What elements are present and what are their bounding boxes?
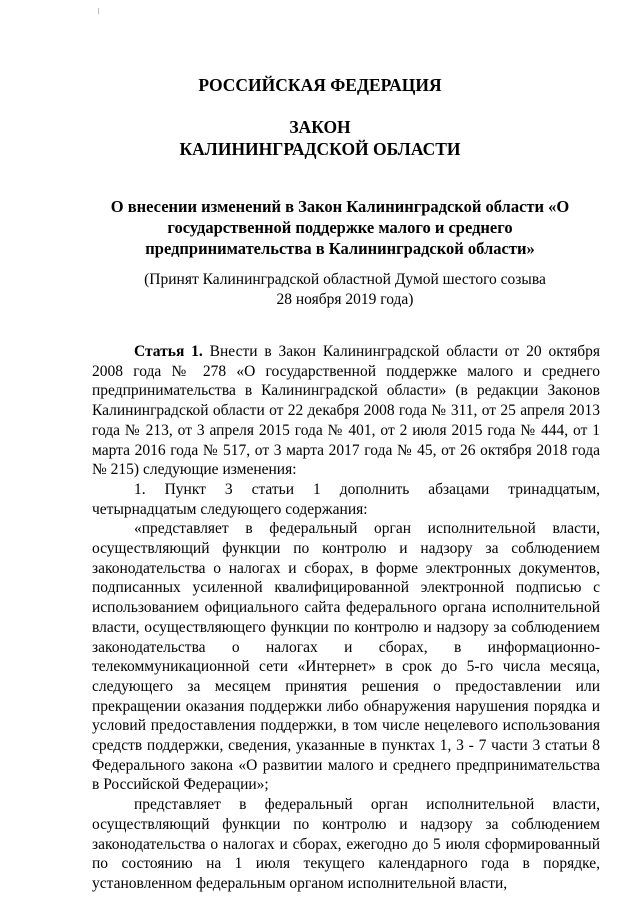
article-1 <box>92 342 600 894</box>
law-title: О внесении изменений в Закон Калининградской области «О государственной поддержке малого и среднего предпринимательства в Калининградской области» <box>110 197 570 258</box>
article-1-intro: Внести в Закон Калининградской области от 20 октября 2008 года № 278 «О государственной поддержке малого и среднего предпринимательства в Калининградской области» (в редакции Законов Калининградской области от 22 декабря 2008 года № 311, от 25 апреля 2013 года № 213, от 3 апреля 2015 года № 401, от 2 июля 2015 года № 444, от 1 марта 2016 года № 517, от 3 марта 2017 года № 45, от 26 октября 2018 года № 215) следующие изменения: <box>92 343 600 479</box>
article-1-paragraph-2: представляет в федеральный орган исполнительной власти, осуществляющий функции по контролю и надзору за соблюдением законодательства о налогах и сборах, ежегодно до 5 июля сформированный по состоянию на 1 июля текущего календарного года в порядке, установленном федеральным органом исполнительной власти, <box>92 796 600 892</box>
adoption-note-line2: 28 ноября 2019 года) <box>276 291 414 308</box>
header-region: КАЛИНИНГРАДСКОЙ ОБЛАСТИ <box>179 139 461 159</box>
adoption-note-line1: (Принят Калининградской областной Думой шестого созыва <box>144 271 546 288</box>
article-1-intro-paragraph <box>92 342 600 480</box>
header-country: РОССИЙСКАЯ ФЕДЕРАЦИЯ <box>198 75 442 95</box>
scan-mark <box>98 8 99 14</box>
article-1-paragraph-1: «представляет в федеральный орган исполнительной власти, осуществляющий функции по контролю и надзору за соблюдением законодательства о налогах и сборах, в форме электронных документов, подписанных усиленной квалифицированной электронной подписью с использованием официального сайта федерального органа исполнительной власти, осуществляющего функции по контролю и надзору за соблюдением законодательства о налогах и сборах, в информационно-телекоммуникационной сети «Интернет» в срок до 5-го числа месяца, следующего за месяцем принятия решения о предоставлении или прекращении оказания поддержки либо обнаружения нарушения порядка и условий предоставления поддержки, в том числе нецелевого использования средств поддержки, сведения, указанные в пунктах 1, 3 - 7 части 3 статьи 8 Федерального закона «О развитии малого и среднего предпринимательства в Российской Федерации»; <box>92 520 600 794</box>
header-doc-type: ЗАКОН <box>289 117 351 137</box>
article-1-item-1: 1. Пункт 3 статьи 1 дополнить абзацами тринадцатым, четырнадцатым следующего содержания: <box>92 480 600 518</box>
article-1-label: Статья 1. <box>134 343 203 360</box>
adoption-note <box>100 270 590 310</box>
